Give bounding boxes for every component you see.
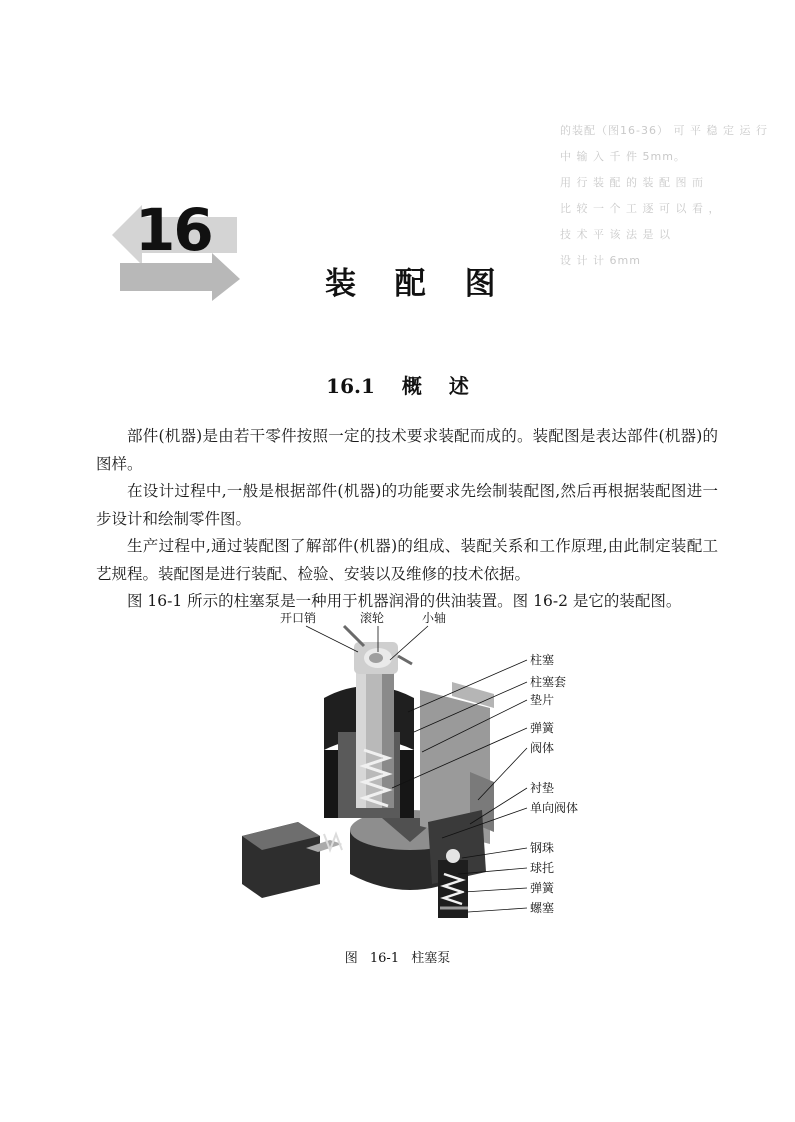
bleed-line: 中 输 入 千 件 5mm。	[560, 150, 686, 163]
label-gasket: 垫片	[530, 693, 555, 707]
label-spring: 弹簧	[530, 721, 555, 735]
bleed-through-text	[560, 118, 770, 274]
bleed-line: 技 术 平 该 法 是 以	[560, 228, 671, 241]
label-check-valve-body: 单向阀体	[530, 801, 579, 815]
caption-title: 柱塞泵	[411, 951, 451, 966]
label-valve-body: 阀体	[530, 741, 555, 755]
chapter-number: 16	[135, 196, 212, 264]
bleed-line: 的装配（图16-36） 可 平 稳 定 运 行	[560, 124, 768, 137]
label-steel-ball: 钢珠	[530, 841, 555, 855]
figure-caption	[0, 947, 795, 966]
plunger-pump-figure	[232, 611, 579, 930]
label-cotter-pin: 开口销	[280, 611, 317, 625]
paragraph: 在设计过程中,一般是根据部件(机器)的功能要求先绘制装配图,然后再根据装配图进一步设计和绘制零件图。	[96, 482, 718, 528]
label-roller: 滚轮	[360, 611, 385, 625]
pump-illustration	[242, 626, 494, 918]
bleed-line: 设 计 计 6mm	[560, 254, 641, 267]
section-title: 概 述	[401, 374, 469, 398]
section-number: 16.1	[326, 374, 375, 398]
paragraph: 生产过程中,通过装配图了解部件(机器)的组成、装配关系和工作原理,由此制定装配工艺规程。装配图是进行装配、检验、安装以及维修的技术依据。	[96, 537, 718, 583]
paragraph: 图 16-1 所示的柱塞泵是一种用于机器润滑的供油装置。图 16-2 是它的装配图。	[127, 592, 682, 610]
label-ball-holder: 球托	[530, 861, 555, 875]
body-text	[96, 423, 718, 616]
label-small-shaft: 小轴	[422, 611, 447, 625]
label-liner: 衬垫	[530, 781, 555, 795]
caption-number: 图 16-1	[344, 951, 400, 966]
label-plunger-sleeve: 柱塞套	[530, 675, 567, 689]
label-plunger: 柱塞	[530, 653, 555, 667]
chapter-title: 装 配 图	[325, 266, 496, 302]
label-spring-2: 弹簧	[530, 881, 555, 895]
label-plug: 螺塞	[530, 901, 555, 915]
paragraph: 部件(机器)是由若干零件按照一定的技术要求装配而成的。装配图是表达部件(机器)的图样。	[96, 427, 718, 473]
bleed-line: 比 较 一 个 工 逐 可 以 看 ，	[560, 202, 721, 215]
section-heading	[0, 370, 795, 399]
bleed-line: 用 行 装 配 的 装 配 图 而	[560, 176, 704, 189]
